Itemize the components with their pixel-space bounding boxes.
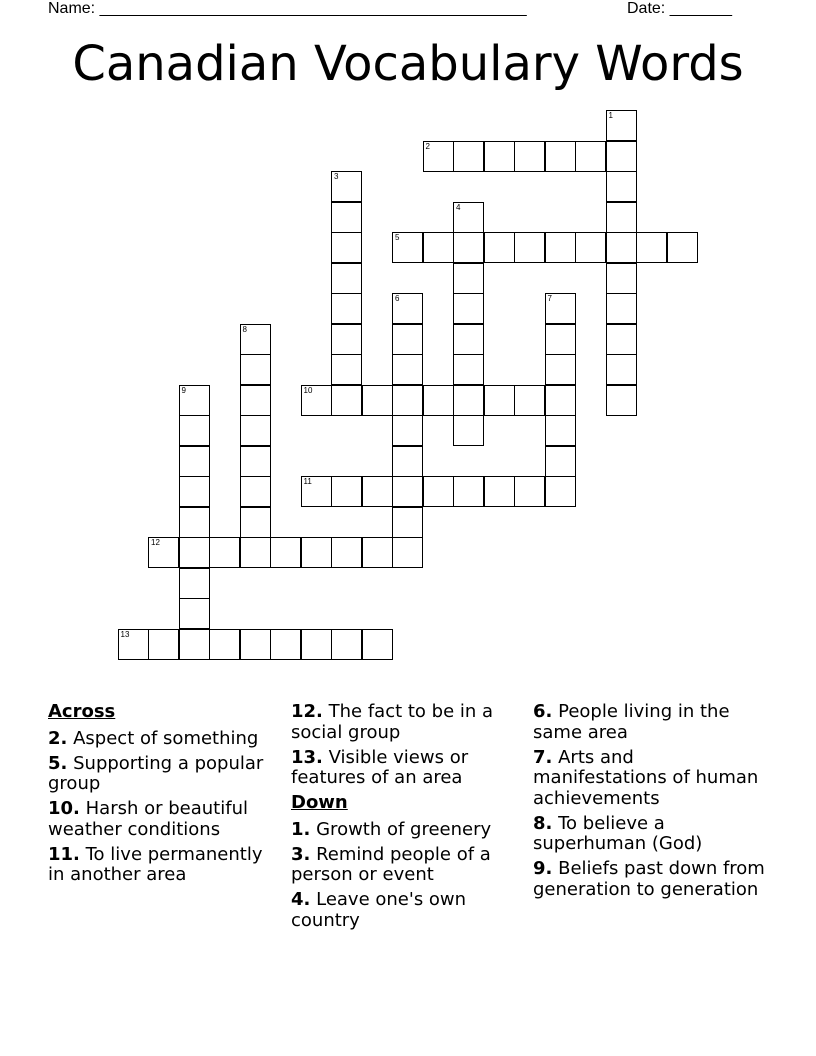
grid-cell[interactable] [209,629,240,660]
grid-cell[interactable] [453,202,484,233]
grid-cell[interactable] [240,537,271,568]
grid-cell[interactable] [179,537,210,568]
clue-number: 2. [48,727,68,749]
grid-cell[interactable] [240,507,271,538]
grid-cell[interactable] [392,232,423,263]
grid-cell[interactable] [453,141,484,172]
clue-text: Aspect of something [73,727,259,749]
clue-text: To believe a superhuman (God) [533,812,703,854]
cell-number: 7 [547,294,552,303]
cell-number: 4 [456,202,461,212]
cell-number: 5 [395,233,400,242]
clue-text: The fact to be in a social group [291,701,494,743]
clue-down-8 [533,814,769,855]
cell-number: 1 [608,111,613,120]
grid-cell[interactable] [392,415,423,446]
clue-text: Supporting a popular group [48,752,264,794]
cell-number: 2 [425,141,430,151]
grid-cell[interactable] [606,263,637,294]
grid-cell[interactable] [179,629,210,660]
grid-cell[interactable] [301,629,332,660]
grid-cell[interactable] [423,476,454,507]
grid-cell[interactable] [453,415,484,446]
grid-cell[interactable] [545,354,576,385]
grid-cell[interactable] [240,415,271,446]
clue-number: 13. [291,746,323,768]
clue-down-3 [291,845,527,886]
clue-down-1 [291,820,527,841]
cell-number: 12 [151,538,160,547]
grid-cell[interactable] [392,476,423,507]
grid-cell[interactable] [392,324,423,355]
clue-number: 8. [533,812,553,834]
page-title: Canadian Vocabulary Words [72,36,744,92]
clue-number: 9. [533,858,553,879]
grid-cell[interactable] [545,446,576,477]
grid-cell[interactable] [240,324,271,355]
grid-cell[interactable] [606,232,637,263]
grid-cell[interactable] [453,293,484,324]
grid-cell[interactable] [423,385,454,416]
grid-cell[interactable] [179,446,210,477]
grid-cell[interactable] [606,110,637,141]
grid-cell[interactable] [179,476,210,507]
cell-number: 6 [395,294,400,303]
grid-cell[interactable] [331,476,362,507]
grid-cell[interactable] [240,476,271,507]
clue-number: 1. [291,818,311,840]
clue-number: 4. [291,889,311,910]
grid-cell[interactable] [240,354,271,385]
grid-cell[interactable] [362,537,393,568]
clue-text: Leave one's own country [291,889,467,931]
clue-across-11 [48,845,284,886]
down-heading: Down [291,792,348,813]
grid-cell[interactable] [392,507,423,538]
grid-cell[interactable] [331,324,362,355]
across-heading: Across [48,701,116,722]
clue-number: 11. [48,843,80,865]
grid-cell[interactable] [362,629,393,660]
date-field-label: Date: _______ [627,0,732,17]
clue-across-10 [48,799,284,840]
clue-across-12 [291,702,527,743]
grid-cell[interactable] [453,263,484,294]
grid-cell[interactable] [362,476,393,507]
grid-cell[interactable] [636,232,667,263]
grid-cell[interactable] [514,385,545,416]
grid-cell[interactable] [301,385,332,416]
grid-cell[interactable] [545,141,576,172]
grid-cell[interactable] [514,232,545,263]
clue-number: 12. [291,701,323,722]
grid-cell[interactable] [453,324,484,355]
grid-cell[interactable] [545,476,576,507]
grid-cell[interactable] [606,354,637,385]
grid-cell[interactable] [179,507,210,538]
grid-cell[interactable] [423,232,454,263]
grid-cell[interactable] [514,476,545,507]
grid-cell[interactable] [179,415,210,446]
grid-cell[interactable] [331,629,362,660]
clue-text: Growth of greenery [316,818,492,840]
clue-column-1 [48,702,284,890]
grid-cell[interactable] [606,202,637,233]
grid-cell[interactable] [606,141,637,172]
cell-number: 11 [303,477,312,486]
grid-cell[interactable] [331,354,362,385]
clue-down-7 [533,748,769,810]
grid-cell[interactable] [240,446,271,477]
grid-cell[interactable] [392,537,423,568]
grid-cell[interactable] [392,385,423,416]
clue-column-3 [533,702,769,905]
grid-cell[interactable] [575,141,606,172]
clue-text: Remind people of a person or event [291,843,491,885]
grid-cell[interactable] [606,171,637,202]
clue-down-6 [533,702,769,743]
grid-cell[interactable] [484,476,515,507]
grid-cell[interactable] [179,568,210,599]
clue-text: Visible views or features of an area [291,746,469,788]
clue-text: To live permanently in another area [48,843,263,885]
grid-cell[interactable] [545,415,576,446]
clue-across-2 [48,729,284,750]
grid-cell[interactable] [606,293,637,324]
grid-cell[interactable] [240,385,271,416]
clue-text: Arts and manifestations of human achievements [533,746,759,809]
grid-cell[interactable] [453,385,484,416]
grid-cell[interactable] [331,263,362,294]
grid-cell[interactable] [362,385,393,416]
clue-number: 6. [533,701,553,722]
clue-number: 10. [48,798,80,819]
grid-cell[interactable] [179,598,210,629]
grid-cell[interactable] [331,232,362,263]
grid-cell[interactable] [270,537,301,568]
clue-down-9 [533,859,769,900]
cell-number: 3 [334,172,339,181]
grid-cell[interactable] [575,232,606,263]
grid-cell[interactable] [545,293,576,324]
grid-cell[interactable] [331,537,362,568]
grid-cell[interactable] [423,141,454,172]
grid-cell[interactable] [392,354,423,385]
grid-cell[interactable] [514,141,545,172]
grid-cell[interactable] [484,141,515,172]
grid-cell[interactable] [148,629,179,660]
name-field-label: Name: ________________________________________________ [48,0,527,17]
clue-text: People living in the same area [533,701,730,743]
grid-cell[interactable] [484,232,515,263]
grid-cell[interactable] [270,629,301,660]
grid-cell[interactable] [392,446,423,477]
grid-cell[interactable] [331,202,362,233]
grid-cell[interactable] [392,293,423,324]
cell-number: 10 [303,385,313,395]
grid-cell[interactable] [606,385,637,416]
clue-text: Harsh or beautiful weather conditions [48,798,248,840]
clue-column-2 [291,702,527,936]
grid-cell[interactable] [453,354,484,385]
grid-cell[interactable] [331,171,362,202]
grid-cell[interactable] [301,476,332,507]
cell-number: 9 [181,385,186,395]
grid-cell[interactable] [179,385,210,416]
grid-cell[interactable] [240,629,271,660]
cell-number: 8 [242,324,247,334]
grid-cell[interactable] [453,476,484,507]
grid-cell[interactable] [484,385,515,416]
clue-number: 5. [48,752,68,774]
grid-cell[interactable] [667,232,698,263]
grid-cell[interactable] [545,324,576,355]
clue-number: 7. [533,746,553,768]
clue-down-4 [291,890,527,931]
grid-cell[interactable] [301,537,332,568]
grid-cell[interactable] [545,385,576,416]
clue-text: Beliefs past down from generation to generation [533,858,765,900]
clue-across-5 [48,754,284,795]
grid-cell[interactable] [606,324,637,355]
grid-cell[interactable] [545,232,576,263]
clue-number: 3. [291,843,311,865]
cell-number: 13 [120,629,130,639]
grid-cell[interactable] [331,385,362,416]
grid-cell[interactable] [118,629,149,660]
grid-cell[interactable] [331,293,362,324]
grid-cell[interactable] [453,232,484,263]
grid-cell[interactable] [209,537,240,568]
grid-cell[interactable] [148,537,179,568]
clue-across-13 [291,748,527,789]
